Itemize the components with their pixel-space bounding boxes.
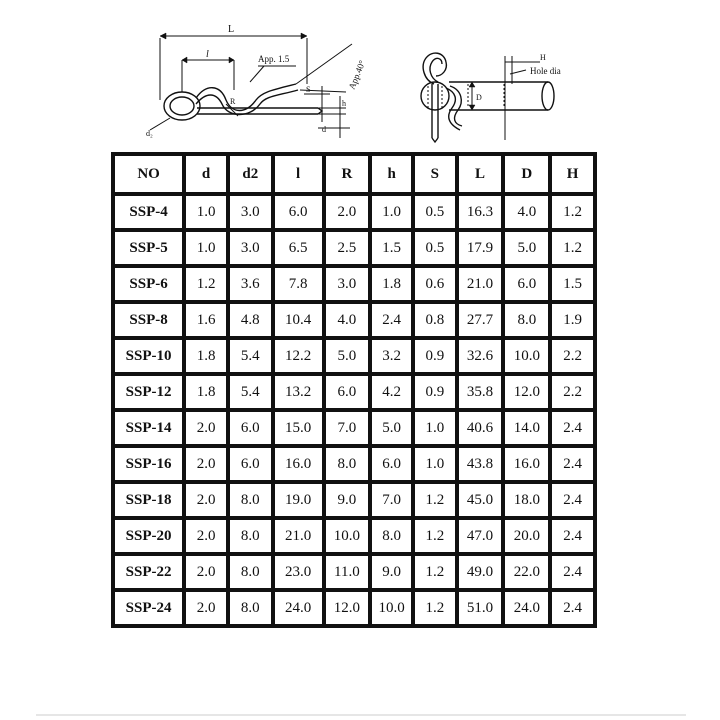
table-row [115,340,593,372]
value-cell-L: 16.3 [459,196,502,228]
table-row [115,484,593,516]
value-cell-d2: 3.0 [230,196,271,228]
technical-drawing [0,0,720,160]
column-header-L: L [459,156,502,192]
value-cell-H: 2.4 [552,592,593,624]
part-number-cell: SSP-24 [115,592,182,624]
value-cell-h: 9.0 [372,556,411,588]
value-cell-D: 22.0 [505,556,548,588]
value-cell-l: 6.0 [275,196,322,228]
value-cell-d: 2.0 [186,520,226,552]
value-cell-r: 12.0 [326,592,369,624]
value-cell-l: 13.2 [275,376,322,408]
value-cell-l: 12.2 [275,340,322,372]
value-cell-d: 1.0 [186,196,226,228]
value-cell-r: 9.0 [326,484,369,516]
bottom-divider [36,714,686,716]
dim-label-angle: App.40° [346,58,368,91]
value-cell-s: 0.6 [415,268,455,300]
column-header-D: D [505,156,548,192]
value-cell-H: 1.2 [552,196,593,228]
value-cell-H: 1.2 [552,232,593,264]
value-cell-h: 8.0 [372,520,411,552]
value-cell-d: 1.2 [186,268,226,300]
value-cell-H: 2.4 [552,520,593,552]
value-cell-h: 2.4 [372,304,411,336]
value-cell-d2: 6.0 [230,412,271,444]
table-header-row [115,156,593,192]
value-cell-r: 3.0 [326,268,369,300]
column-header-no: NO [115,156,182,192]
value-cell-h: 1.8 [372,268,411,300]
table-row [115,268,593,300]
value-cell-r: 4.0 [326,304,369,336]
value-cell-d2: 8.0 [230,592,271,624]
value-cell-L: 32.6 [459,340,502,372]
value-cell-d2: 8.0 [230,520,271,552]
table-row [115,196,593,228]
value-cell-d: 1.8 [186,376,226,408]
value-cell-L: 47.0 [459,520,502,552]
value-cell-d2: 5.4 [230,340,271,372]
value-cell-s: 0.8 [415,304,455,336]
part-number-cell: SSP-10 [115,340,182,372]
dim-label-D: D [476,93,482,102]
value-cell-l: 10.4 [275,304,322,336]
part-number-cell: SSP-6 [115,268,182,300]
value-cell-D: 24.0 [505,592,548,624]
spec-table [111,152,597,628]
value-cell-l: 16.0 [275,448,322,480]
value-cell-d2: 6.0 [230,448,271,480]
value-cell-D: 5.0 [505,232,548,264]
column-header-r: R [326,156,369,192]
value-cell-H: 2.4 [552,556,593,588]
value-cell-d: 2.0 [186,448,226,480]
value-cell-L: 43.8 [459,448,502,480]
value-cell-s: 0.5 [415,232,455,264]
part-number-cell: SSP-18 [115,484,182,516]
value-cell-r: 6.0 [326,376,369,408]
value-cell-H: 2.2 [552,376,593,408]
value-cell-h: 10.0 [372,592,411,624]
part-number-cell: SSP-4 [115,196,182,228]
value-cell-l: 19.0 [275,484,322,516]
column-header-s: S [415,156,455,192]
value-cell-r: 2.0 [326,196,369,228]
value-cell-l: 6.5 [275,232,322,264]
value-cell-D: 6.0 [505,268,548,300]
value-cell-d: 1.8 [186,340,226,372]
value-cell-s: 1.0 [415,448,455,480]
value-cell-d: 2.0 [186,484,226,516]
table-row [115,376,593,408]
dim-label-H: H [540,53,546,62]
value-cell-H: 2.4 [552,412,593,444]
value-cell-H: 1.5 [552,268,593,300]
value-cell-r: 5.0 [326,340,369,372]
value-cell-D: 8.0 [505,304,548,336]
value-cell-s: 1.2 [415,592,455,624]
table-body [115,196,593,624]
value-cell-D: 12.0 [505,376,548,408]
value-cell-h: 5.0 [372,412,411,444]
value-cell-s: 0.9 [415,340,455,372]
spec-table-container [111,152,597,658]
value-cell-H: 2.4 [552,448,593,480]
value-cell-H: 2.4 [552,484,593,516]
value-cell-d2: 3.6 [230,268,271,300]
dim-label-d2: d₂ [146,129,153,138]
value-cell-s: 1.2 [415,484,455,516]
dim-label-S: S [306,85,311,94]
value-cell-d2: 8.0 [230,556,271,588]
value-cell-L: 45.0 [459,484,502,516]
value-cell-d: 1.6 [186,304,226,336]
value-cell-s: 0.5 [415,196,455,228]
value-cell-l: 15.0 [275,412,322,444]
value-cell-h: 4.2 [372,376,411,408]
value-cell-d: 2.0 [186,412,226,444]
value-cell-L: 40.6 [459,412,502,444]
dim-label-l: l [206,49,209,60]
dim-label-L: L [228,24,235,35]
value-cell-d2: 8.0 [230,484,271,516]
dim-label-h: h [342,99,346,108]
value-cell-s: 0.9 [415,376,455,408]
value-cell-D: 14.0 [505,412,548,444]
value-cell-L: 49.0 [459,556,502,588]
value-cell-d2: 4.8 [230,304,271,336]
table-row [115,232,593,264]
value-cell-l: 21.0 [275,520,322,552]
value-cell-h: 1.5 [372,232,411,264]
table-row [115,592,593,624]
value-cell-h: 3.2 [372,340,411,372]
value-cell-s: 1.2 [415,520,455,552]
value-cell-L: 51.0 [459,592,502,624]
value-cell-L: 21.0 [459,268,502,300]
dim-label-hole: Hole dia [530,66,561,76]
value-cell-H: 2.2 [552,340,593,372]
value-cell-D: 18.0 [505,484,548,516]
table-row [115,304,593,336]
column-header-l: l [275,156,322,192]
dim-label-d: d [322,125,326,134]
value-cell-D: 16.0 [505,448,548,480]
part-number-cell: SSP-12 [115,376,182,408]
part-number-cell: SSP-20 [115,520,182,552]
dim-label-app: App. 1.5 [258,54,290,64]
value-cell-s: 1.2 [415,556,455,588]
value-cell-D: 20.0 [505,520,548,552]
value-cell-r: 8.0 [326,448,369,480]
value-cell-L: 17.9 [459,232,502,264]
value-cell-d2: 3.0 [230,232,271,264]
part-number-cell: SSP-5 [115,232,182,264]
value-cell-d: 1.0 [186,232,226,264]
column-header-H: H [552,156,593,192]
table-row [115,448,593,480]
value-cell-r: 11.0 [326,556,369,588]
column-header-h: h [372,156,411,192]
value-cell-l: 7.8 [275,268,322,300]
table-row [115,556,593,588]
value-cell-L: 35.8 [459,376,502,408]
value-cell-h: 1.0 [372,196,411,228]
value-cell-D: 10.0 [505,340,548,372]
value-cell-d2: 5.4 [230,376,271,408]
part-number-cell: SSP-14 [115,412,182,444]
table-row [115,412,593,444]
table-row [115,520,593,552]
value-cell-d: 2.0 [186,592,226,624]
drawing-svg [0,0,720,160]
value-cell-d: 2.0 [186,556,226,588]
value-cell-l: 23.0 [275,556,322,588]
part-number-cell: SSP-22 [115,556,182,588]
value-cell-l: 24.0 [275,592,322,624]
column-header-d: d [186,156,226,192]
value-cell-h: 7.0 [372,484,411,516]
value-cell-r: 7.0 [326,412,369,444]
dim-label-R: R [230,97,236,106]
value-cell-H: 1.9 [552,304,593,336]
column-header-d2: d2 [230,156,271,192]
part-number-cell: SSP-16 [115,448,182,480]
value-cell-r: 10.0 [326,520,369,552]
value-cell-D: 4.0 [505,196,548,228]
value-cell-L: 27.7 [459,304,502,336]
value-cell-s: 1.0 [415,412,455,444]
value-cell-h: 6.0 [372,448,411,480]
part-number-cell: SSP-8 [115,304,182,336]
value-cell-r: 2.5 [326,232,369,264]
